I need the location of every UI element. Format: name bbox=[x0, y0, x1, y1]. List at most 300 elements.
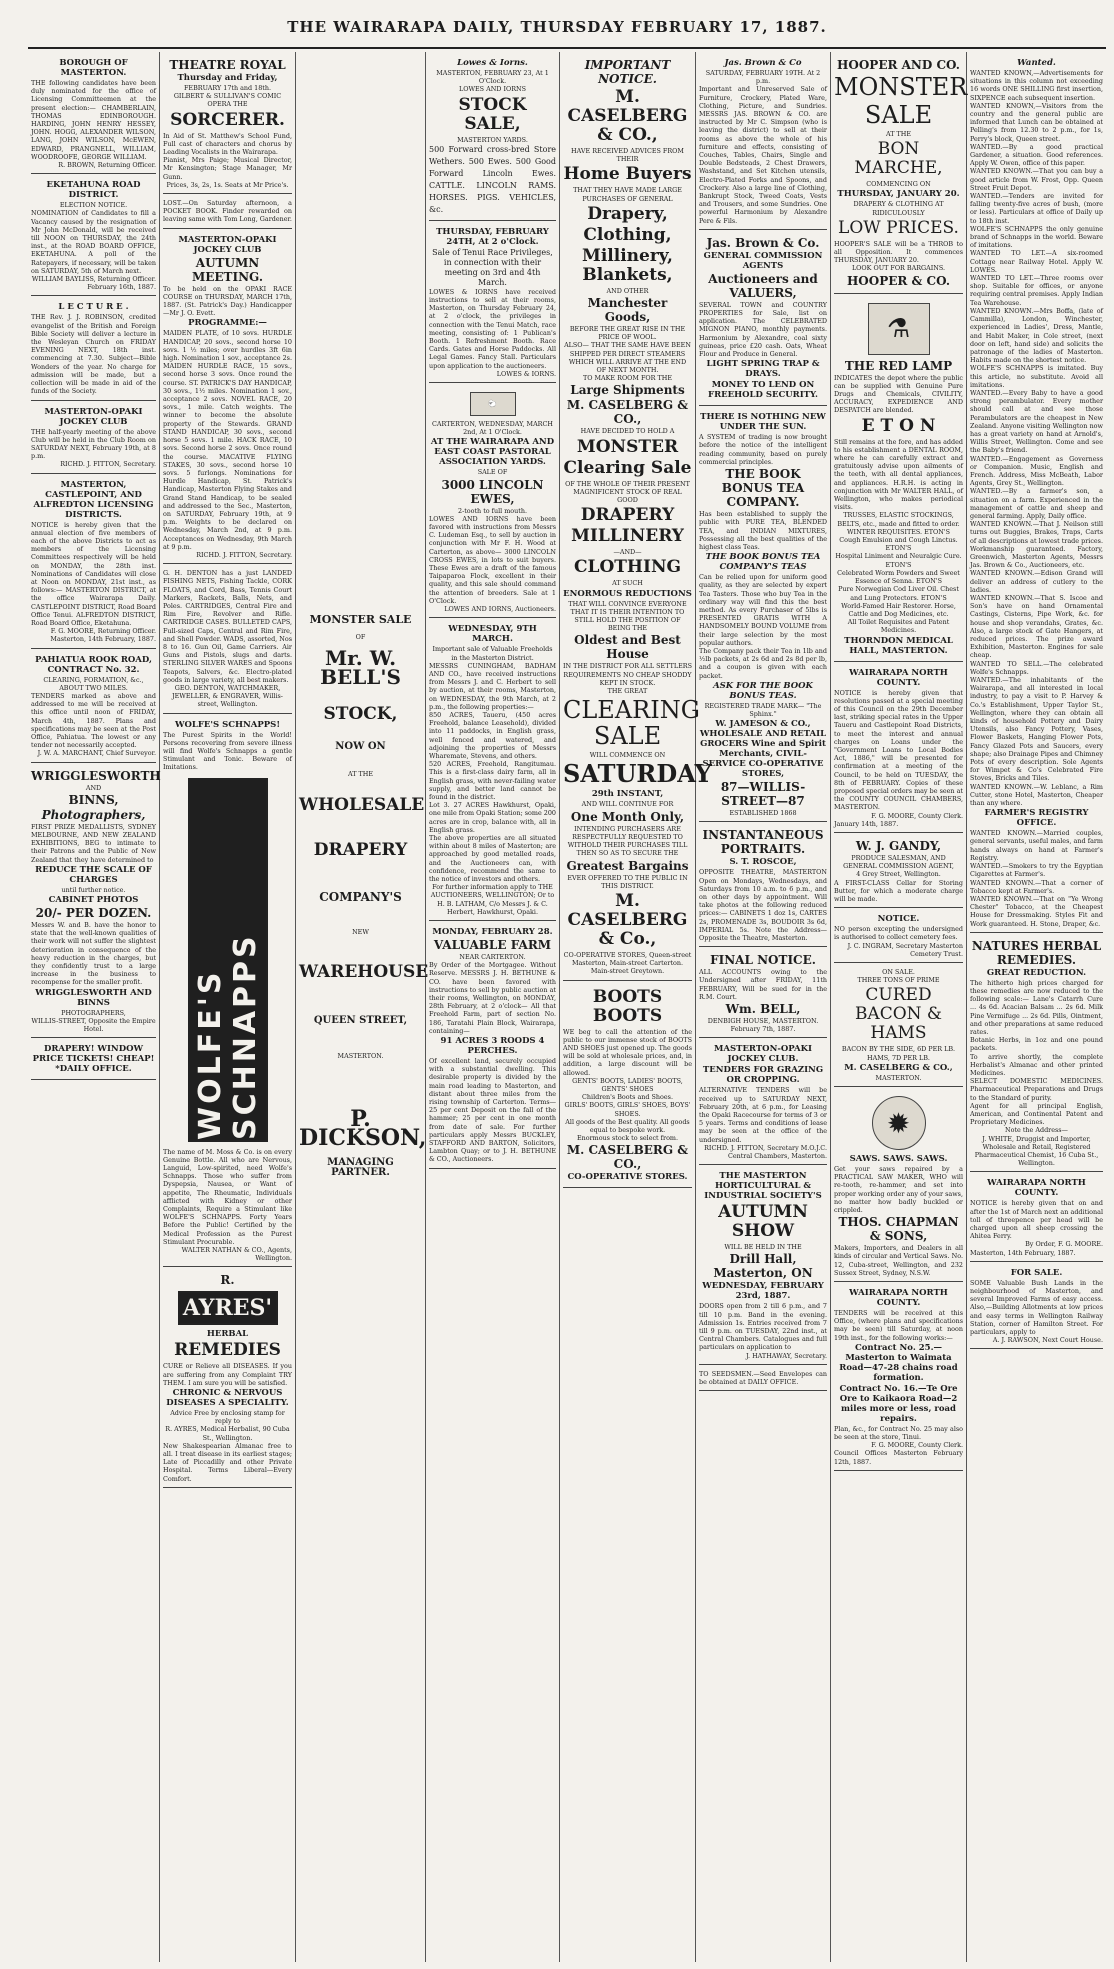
ad-text: THAT THEY HAVE MADE LARGE PURCHASES OF GENERAL bbox=[573, 186, 682, 203]
ad-grazing-tenders bbox=[699, 1040, 827, 1165]
ad-body: Makers, Importers, and Dealers in all kinds of circular and Vertical Saws. No. 12, Cuba-street, Wellington, and 232 Sussex Street, Sydney, N.S.W. bbox=[834, 1244, 963, 1277]
ad-text: AND OTHER bbox=[606, 286, 649, 295]
ad-body: INDICATES the depot where the public can be supplied with Genuine Pure Drugs and Chemicals, CIVILITY, ACCURACY, EXPEDIENCE AND DESPATCH are blended. bbox=[834, 373, 963, 415]
ad-text: OF THE WHOLE OF THEIR PRESENT MAGNIFICENT STOCK OF REAL GOOD bbox=[565, 479, 690, 505]
ad-body: The Purest Spirits in the World! Persons recovering from severe illness will find Wolfe's Schnapps a gentle Stimulant and Tonic. Beware of Imitations. bbox=[163, 730, 292, 772]
ad-text: OF bbox=[355, 633, 366, 641]
ad-text: COMMENCING ON bbox=[866, 180, 931, 189]
ad-body: The name of M. Moss & Co. is on every Genuine Bottle. All who are Nervous, Languid, Low-spirited, need Wolfe's Schnapps. Those who suffer from Dyspepsia, Nausea, or Want of appetite, The Rheumatic, Individuals afflicted with Kidney or other Complaints, Require a Stimulant like WOLFE'S SCHNAPPS. Forty Years Before the Public! Certified by the Medical Profession as the Purest Stimulant Procurable. bbox=[163, 1147, 292, 1246]
ad-text: Celebrated Worm Powders and Sweet Essence of Senna. ETON'S bbox=[837, 568, 960, 586]
ad-wanted-column bbox=[970, 54, 1103, 933]
ad-red-lamp-eton bbox=[834, 296, 963, 662]
wanted-item: WANTED KNOWN,—Visitors from the country and the general public are informed that Lunch can be obtained at Pelling's from 12.30 to 2 p.m., for 1s, Perry's block, Queen street. bbox=[970, 101, 1103, 143]
ad-title: MONSTER bbox=[576, 436, 679, 457]
ad-body: HOOPER'S SALE will be a THROB to all Opposition. It commences THURSDAY, JANUARY 20. bbox=[834, 239, 963, 265]
ad-text: Enormous stock to select from. bbox=[576, 1134, 679, 1143]
ad-bacon-hams bbox=[834, 965, 963, 1087]
ad-text: THURSDAY, JANUARY 20. bbox=[837, 189, 960, 200]
ad-title: PAHIATUA ROOK ROAD, CONTRACT No. 32. bbox=[35, 654, 152, 675]
ad-body: THE Rev. J. J. ROBINSON, credited evangelist of the British and Foreign Bible Society will deliver a lecture in the Wesleyan Church on FRIDAY EVENING NEXT, 18th inst. commencing at 7.30. Subject—Bible Wonders of the year. No charge for admission will be made, but a collection will be made in aid of the funds of the Society. bbox=[31, 313, 156, 396]
ad-title: VALUABLE FARM bbox=[433, 938, 552, 952]
ad-date: Masterton, 14th February, 1887. bbox=[970, 1248, 1076, 1257]
ad-theatre-royal bbox=[163, 54, 292, 194]
ad-title: E T O N bbox=[861, 415, 936, 436]
ad-text: ESTABLISHED 1868 bbox=[729, 809, 797, 818]
ad-body: TO SEEDSMEN.—Seed Envelopes can be obtained at DAILY OFFICE. bbox=[699, 1369, 827, 1387]
ad-body: By Order of the Mortgagee. Without Reserve. MESSRS J. H. BETHUNE & CO. have been favored with instructions to sell by public auction at their rooms, Wellington, on MONDAY, 28th February, at 2 o'clock— All that Freehold Farm, part of section No. 186, Taratahi Plain Block, Wairarapa, containing— bbox=[429, 961, 556, 1035]
ad-title: WRIGGLESWORTH AND BINNS bbox=[35, 987, 152, 1008]
ad-body: TENDERS will be received at this Office, (where plans and specifications may be seen) till Saturday, at noon 19th inst., for the following works:— bbox=[834, 1309, 963, 1342]
ad-title: STOCK, bbox=[323, 704, 398, 725]
ad-signature: F. G. MOORE, County Clerk. bbox=[871, 1441, 963, 1450]
ad-address: WILLIS-STREET, Opposite the Empire Hotel. bbox=[31, 1016, 156, 1034]
ad-signature: WILLIAM BAYLISS, Returning Officer. February 16th, 1887. bbox=[31, 275, 156, 292]
ad-gandy bbox=[834, 835, 963, 908]
ad-text: ON SALE. bbox=[882, 968, 915, 976]
ad-title: THORNDON MEDICAL HALL, MASTERTON. bbox=[844, 635, 953, 656]
ad-title: INSTANTANEOUS PORTRAITS. bbox=[702, 828, 824, 857]
ad-title: THERE IS NOTHING NEW UNDER THE SUN. bbox=[700, 412, 826, 433]
ad-highlight: CABINET PHOTOS bbox=[48, 895, 139, 906]
column-7 bbox=[831, 52, 967, 1962]
ad-lot: Lot 3. 27 ACRES Hawkhurst, Opaki, one mile from Opaki Station; some 200 acres are in crop, balance with, all in English grass. bbox=[429, 801, 556, 834]
ad-body: CURE or Relieve all DISEASES. If you are suffering from any Complaint TRY THEM. I am sure you will be satisfied. bbox=[163, 1362, 292, 1387]
ad-highlight: REDUCE THE SCALE OF CHARGES bbox=[35, 864, 152, 885]
ad-highlight: CHRONIC & NERVOUS DISEASES A SPECIALITY. bbox=[166, 1388, 289, 1409]
mortar-pestle-icon: ⚗ bbox=[886, 313, 911, 344]
ad-boots bbox=[563, 983, 692, 1189]
ad-title: THOS. CHAPMAN & SONS, bbox=[838, 1215, 959, 1244]
ad-title: W. JAMESON & CO., WHOLESALE AND RETAIL GROCERS Wine and Spirit Merchants, CIVIL-SERVICE CO-OPERATIVE STORES, bbox=[699, 719, 827, 780]
ad-text: INTENDING PURCHASERS ARE RESPECTFULLY REQUESTED TO WITHOLD THEIR PURCHASES TILL THEN SO AS TO SECURE THE bbox=[567, 824, 688, 858]
sheep-icon: 🐑 bbox=[488, 400, 497, 409]
wanted-item: WANTED KNOWN.—That on "Ye Wrong Chester" Tobacco, at the Cheapest House for Dressmaking. Styles Fit and Work guaranteed. H. Stone, Draper, &c. bbox=[970, 894, 1103, 928]
ad-title: SATURDAY bbox=[563, 759, 712, 789]
ad-body: Important and Unreserved Sale of Furniture, Crockery, Plated Ware, Clothing, Picture, and Sundries. MESSRS JAS. BROWN & CO. are instructed by Mr C. Simpson (who is leaving the district) to sell at their rooms as above the whole of his furniture and effects, consisting of Couches, Tables, Chairs, Single and Double Bedsteads, 2 Chest Drawers, Washstand, and Set Kitchen utensils, Electro-Plated Forks and Spoons, and Crockery. Also a large line of Clothing, Bankrupt Stock, Tweed Coats, Vests and Trousers, and some Sundries. One powerful Harmonium by Alexandre Pere & Fils. bbox=[699, 85, 827, 225]
ad-subtitle: TENDERS FOR GRAZING OR CROPPING. bbox=[702, 1065, 824, 1086]
ad-title: MONSTER bbox=[834, 73, 968, 101]
ad-text: WINTER REQUISITES. ETON'S bbox=[846, 527, 951, 536]
ad-text: Note the Address— bbox=[1005, 1126, 1068, 1135]
ad-signature: J. HATHAWAY, Secretary. bbox=[745, 1351, 827, 1360]
ad-highlight: Contract No. 16.—Te Ore Ore to Kaikaora Road—2 miles more or less, road repairs. bbox=[839, 1383, 958, 1424]
ad-autumn-meeting bbox=[163, 231, 292, 565]
ad-text: Children's Boots and Shoes. bbox=[582, 1093, 673, 1102]
ad-text: THE GREAT bbox=[607, 687, 648, 696]
ad-title: REMEDIES bbox=[174, 1340, 281, 1361]
ad-title: DRAPERY bbox=[313, 840, 408, 861]
ad-pahiatua-contract bbox=[31, 651, 156, 763]
ad-title: Photographers, bbox=[41, 807, 146, 822]
ad-subtitle: AT THE WAIRARAPA AND EAST COAST PASTORAL ASSOCIATION YARDS. bbox=[430, 437, 555, 468]
ad-title: IMPORTANT NOTICE. bbox=[584, 58, 671, 86]
ad-header: Lowes & Iorns. bbox=[457, 58, 528, 68]
ad-text: MONEY TO LEND ON FREEHOLD SECURITY. bbox=[708, 380, 818, 401]
wanted-item: WANTED.—Engagement as Governess or Companion. Music, English and French. Address, Miss McBeath, Labor Agents, Grey St., Wellington. bbox=[970, 454, 1103, 488]
ad-text: THREE TONS OF PRIME bbox=[857, 976, 940, 985]
ad-title: STOCK SALE, bbox=[458, 94, 527, 134]
masthead-rule bbox=[28, 47, 1106, 49]
ad-text: NEAR CARTERTON. bbox=[459, 953, 526, 961]
ad-title: FOR SALE. bbox=[1010, 1267, 1063, 1278]
ad-date: February 7th, 1887. bbox=[730, 1025, 796, 1034]
ad-title: LOW PRICES. bbox=[838, 217, 959, 238]
ad-title: THEATRE ROYAL bbox=[169, 58, 286, 72]
ad-text: FEBRUARY 17th and 18th. bbox=[183, 84, 272, 92]
ad-signature: LOWES AND IORNS, Auctioneers. bbox=[444, 605, 556, 614]
ad-title: Clothing, bbox=[583, 224, 672, 245]
ad-text: WILL COMMENCE ON bbox=[589, 751, 666, 760]
ad-body: NOTICE is hereby given that resolutions passed at a special meeting of this Council on the 29th December last, striking special rates in the Upper Taueru and Castlepoint Road Districts, to meet the interest and annual charges on Loans under the "Government Loans to Local Bodies Act, 1886," will be presented for confirmation at a meeting of the Council, to be held on TUESDAY, the 8th of FEBRUARY. Copies of these proposed special orders may be seen at the COUNTY COUNCIL CHAMBERS, MASTERTON. bbox=[834, 688, 963, 812]
ad-subtitle: FARMER'S REGISTRY OFFICE. bbox=[984, 808, 1089, 829]
ad-mark: R. bbox=[220, 1273, 235, 1288]
ad-subtitle: GREAT REDUCTION. bbox=[986, 967, 1087, 978]
ad-title: 87—WILLIS-STREET—87 bbox=[720, 780, 806, 809]
ad-address: CO-OPERATIVE STORES, Queen-street Masterton, Main-street Carterton. Main-street Greytown. bbox=[563, 950, 692, 976]
ad-signature: LOWES & IORNS. bbox=[496, 369, 556, 378]
ad-title: Mr. W. BELL'S bbox=[320, 646, 401, 690]
ad-body: To be held on the OPAKI RACE COURSE on THURSDAY, MARCH 17th, 1887. (St. Patrick's Day.) Handicapper—Mr J. O. Evett. bbox=[163, 284, 292, 318]
ad-title: Manchester Goods, bbox=[587, 296, 668, 325]
ad-title: THE RED LAMP bbox=[844, 358, 953, 373]
ad-title: CLEARING SALE bbox=[563, 696, 700, 751]
mortar-illustration bbox=[868, 303, 930, 355]
ad-text: until further notice. bbox=[61, 885, 126, 894]
ad-text: HAVE DECIDED TO HOLD A bbox=[580, 427, 675, 436]
ad-title: CURED BACON & HAMS bbox=[854, 985, 943, 1044]
ad-text: SALE OF bbox=[477, 468, 508, 477]
column-5 bbox=[560, 52, 712, 1962]
ad-body: NOTICE is hereby given that on and after the 1st of March next an additional toll of threepence per head will be charged upon all sheep crossing the Ahitea Ferry. bbox=[970, 1199, 1103, 1241]
ad-title: MASTERTON-OPAKI JOCKEY CLUB bbox=[178, 234, 277, 255]
ad-brown-agents bbox=[699, 232, 827, 406]
ad-body: Messrs W. and B. have the honor to state that the well-known qualities of their work will not suffer the slightest deterioration in consequence of the heavy reduction in the charges, but they confidently trust to a large increase in the business to recompense for the smaller profit. bbox=[31, 921, 156, 987]
ad-text: HAVE RECEIVED ADVICES FROM THEIR bbox=[571, 147, 684, 164]
schnapps-bottle-illustration bbox=[188, 778, 268, 1142]
ad-text: ALSO— THAT THE SAME HAVE BEEN SHIPPED PER DIRECT STEAMERS WHICH WILL ARRIVE AT THE END OF NEXT MONTH. bbox=[564, 341, 691, 375]
ad-autumn-show bbox=[699, 1167, 827, 1365]
ad-highlight: ENORMOUS REDUCTIONS bbox=[563, 588, 692, 599]
ad-text: LOWES AND IORNS bbox=[458, 85, 527, 94]
ad-title: M. CASELBERG & CO., bbox=[844, 1062, 953, 1073]
ad-lincoln-ewes bbox=[429, 385, 556, 618]
ad-highlight: 91 ACRES 3 ROODS 4 PERCHES. bbox=[440, 1036, 545, 1057]
ad-body: The hitherto high prices charged for these remedies are now reduced to the following scale:— Lane's Catarrh Cure ... 4s 6d. Acacian Balsam ... 2s 6d. Milk Pine Vermifuge ... 2s 6d. Pills, Ointment, and other preparations at same reduced rates. bbox=[970, 978, 1103, 1036]
ad-body: MESSRS CUNINGHAM, BADHAM AND CO., have received instructions from Messrs J. and C. Herbert to sell by auction, at their rooms, Masterton, on WEDNESDAY, the 9th March, at 2 p.m., the following properties:— bbox=[429, 661, 556, 711]
ad-body: Plan, &c., for Contract No. 25 may also be seen at the store, Tinui. bbox=[834, 1424, 963, 1442]
ad-title: THURSDAY, FEBRUARY 24TH, At 2 o'Clock. bbox=[436, 226, 549, 247]
ad-title: W. J. GANDY, bbox=[855, 838, 942, 853]
ad-date: January 14th, 1887. bbox=[834, 819, 899, 828]
ad-text: SATURDAY, FEBRUARY 19TH. At 2 p.m. bbox=[705, 69, 821, 86]
ad-title: CLOTHING bbox=[573, 557, 681, 578]
ad-body: LOST.—On Saturday afternoon, a POCKET BOOK. Finder rewarded on leaving same with Tom Long, Gardener. bbox=[163, 199, 292, 224]
column-3 bbox=[296, 52, 429, 1962]
ad-wolfes-schnapps bbox=[163, 716, 292, 1268]
ad-body: NO person excepting the undersigned is authorised to collect cemetery fees. bbox=[834, 925, 963, 942]
ad-header: Jas. Brown & Co bbox=[724, 58, 802, 68]
ad-address: DENBIGH HOUSE, MASTERTON. bbox=[707, 1017, 819, 1025]
ad-final-notice bbox=[699, 949, 827, 1038]
ad-signature: By Order, F. G. MOORE. bbox=[1025, 1240, 1103, 1249]
ad-title: M. CASELBERG & CO., bbox=[566, 1143, 689, 1172]
ad-title: Large Shipments bbox=[570, 383, 685, 398]
wanted-item: WANTED.—The inhabitants of the Wairarapa, and all interested in local industry, to pay a visit to P. Harvey & Co.'s Establishment, Upper Taylor St., Wellington, where they can obtain all kinds of household Pottery and Dairy Utensils, also Fancy Pottery, Vases, Flower Baskets, Hanging Flower Pots, Fancy Glazed Pots and Saucers, every shape; also Drainage Pipes and Chimney Pots of every description. Sole Agents for Wimpet & Co's Celebrated Fire Stoves, Bricks and Tiles. bbox=[970, 676, 1103, 783]
ad-title: WOLFE'S SCHNAPPS! bbox=[174, 719, 281, 730]
ad-title: THE BOOK BONUS TEA COMPANY. bbox=[721, 467, 805, 510]
ad-title: WAREHOUSE bbox=[299, 961, 429, 982]
ad-body: In Aid of St. Matthew's School Fund, Full cast of characters and chorus by Leading Vocalists in the Wairarapa. bbox=[163, 131, 292, 157]
wanted-item: WANTED.—Smokers to try the Egyptian Cigarettes at Farmer's. bbox=[970, 862, 1103, 879]
ad-text: CARTERTON, WEDNESDAY, MARCH 2nd, At 1 O'Clock. bbox=[432, 420, 553, 437]
ad-herbal-remedies bbox=[970, 935, 1103, 1173]
ad-ayres-remedies bbox=[163, 1269, 292, 1487]
ad-body: ALL ACCOUNTS owing to the Undersigned after FRIDAY, 11th FEBRUARY, Will be sued for in the R.M. Court. bbox=[699, 968, 827, 1001]
ad-text: GILBERT & SULLIVAN'S COMIC OPERA THE bbox=[173, 92, 282, 109]
ad-county-rates bbox=[834, 664, 963, 833]
ad-body: LOWES AND IORNS have been favored with instructions from Messrs C. Ludeman Esq., to sell by auction in conjunction with Mr F. H. Wood at Carterton, as above— 3000 LINCOLN CROSS EWES, in lots to suit buyers. These Ewes are a draft of the famous Taipaparoa Flock, excellent in their quality, and this sale should command the attention of breeders. Sale at 1 O'Clock. bbox=[429, 514, 556, 605]
ad-ferry-toll bbox=[970, 1174, 1103, 1261]
ad-title: Greatest Bargains bbox=[566, 858, 689, 873]
ad-title: MASTERTON, CASTLEPOINT, AND ALFREDTON LICENSING DISTRICTS. bbox=[33, 479, 154, 520]
ad-cemetery-notice bbox=[834, 910, 963, 963]
wanted-item: WANTED KNOWN.—Married couples, general servants, useful males, and farm hands always on hand at Farmer's Registry. bbox=[970, 829, 1103, 862]
ad-text: AT SUCH bbox=[612, 579, 643, 588]
ad-text: MANAGING PARTNER. bbox=[327, 1156, 394, 1178]
wanted-item: WANTED KNOWN.—That you can buy a good article from W. Frost, Opp. Queen Street Fruit Depot. bbox=[970, 167, 1103, 192]
ad-text: 2-tooth to full mouth. bbox=[458, 506, 527, 515]
ad-signature: J. WHITE, Druggist and Importer, Wholesale and Retail, Registered Pharmaceutical Chemist, 16 Cuba St., Wellington. bbox=[974, 1134, 1099, 1168]
column-6 bbox=[696, 52, 831, 1962]
ad-title: MILLINERY bbox=[571, 526, 684, 547]
ad-text: AT THE bbox=[347, 770, 374, 779]
ad-address: MASTERTON. bbox=[875, 1073, 922, 1082]
ad-signature: RICHD. J. FITTON, Secretary M.O.J.C. Central Chambers, Masterton. bbox=[704, 1143, 827, 1161]
wanted-item: WANTED KNOWN.—Mrs Boffa, (late of Cammilla), London, Winchester, experienced in Ladies', Dress, Mantle, and Habit Maker, in Cole street, (next door on left, hand side) and solicits the patronage of the ladies of Masterton. Habits made on the shortest notice. bbox=[970, 306, 1103, 365]
ad-text: LIGHT SPRING TRAP & DRAYS. bbox=[706, 359, 820, 380]
ad-title: COMPANY'S bbox=[319, 890, 402, 905]
ad-body: The above properties are all situated within about 8 miles of Masterton; are approached by good metalled roads, and the Auctioneers can, with confidence, recommend the same to the notice of investors and others. bbox=[429, 833, 556, 883]
ad-title: WAIRARAPA NORTH COUNTY. bbox=[987, 1178, 1086, 1199]
ad-body: LOWES & IORNS have received instructions to sell at their rooms, Masterton, on Thursday February 24, at 2 o'clock, the privileges in connection with the Tenui Match, race meeting, consisting of: 1 Publican's Booth. 1 Refreshment Booth. Race Cards. Gates and Horse Paddocks. All Legal Games. Fancy Stall. Particulars upon application to the auctioneers. bbox=[429, 287, 556, 370]
ad-title: HOOPER AND CO. bbox=[837, 58, 960, 72]
ad-bells-stock bbox=[299, 54, 429, 1178]
ad-text: AND WILL CONTINUE FOR bbox=[581, 800, 674, 809]
columns bbox=[28, 52, 1106, 1962]
ad-text: EVER OFFERED TO THE PUBLIC IN THIS DISTRICT. bbox=[567, 873, 688, 890]
ad-title: AUTUMN SHOW bbox=[718, 1202, 808, 1242]
wanted-item: WANTED.—Every Baby to have a good strong perambulator. Every mother should call at and see those Perambulators are the cheapest in New Zealand. Anyone visiting Wellington now has a great variety on hand at Arnold's, Willis Street, Wellington. Come and see the Baby's friend. bbox=[970, 388, 1103, 455]
ad-text: TRUSSES, ELASTIC STOCKINGS, BELTS, etc., made and fitted to order. bbox=[837, 511, 960, 528]
wanted-item: WANTED KNOWN.—Edison Grand will deliver an address of cutlery to the ladies. bbox=[970, 569, 1103, 594]
ad-text: MASTERTON YARDS. bbox=[457, 135, 528, 144]
ad-text: Prices, 3s, 2s, 1s. Seats at Mr Price's. bbox=[166, 180, 289, 189]
ad-tenui-privileges bbox=[429, 223, 556, 383]
sheep-illustration bbox=[470, 392, 516, 416]
ad-wrigglesworth bbox=[31, 765, 161, 1039]
ad-body: MAIDEN PLATE, of 10 sovs. HURDLE HANDICAP, 20 sovs., second horse 10 sovs. 1 ½ miles; over hurdles 3ft 6in high. Nomination 1 sov., acceptance 2s. MAIDEN HURDLE RACE, 15 sovs., second horse 3 sovs. Once round the course. ST. PATRICK'S DAY HANDICAP, 30 sovs., 1½ miles. Nomination 1 sov., acceptance 2 sovs. NOVEL RACE, 20 sovs., 1 mile. Catch weights. The winner to become the absolute property of the Stewards. GRAND STAND HANDICAP, 30 sovs., second horse 5 sovs. 1 mile. HACK RACE, 10 sovs. Second horse 2 sovs. Once round the course. MACATIVE FLYING STAKES, 30 sovs., second horse 10 sovs. 5 furlongs. Nominations for Hurdle Handicap, St. Patrick's Handicap, Masterton Flying Stakes and Grand Stand Handicap, to be sealed and addressed to the Sec., Masterton, on SATURDAY, February 19th, at 9 p.m. Weights to be declared on Wednesday, March 2nd, at 9 p.m. Acceptances on Wednesday, 9th March at 9 p.m. bbox=[163, 329, 292, 551]
ad-bush-lands bbox=[970, 1264, 1103, 1350]
ad-body: A FIRST-CLASS Cellar for Storing Butter, for which a moderate charge will be made. bbox=[834, 878, 963, 903]
ad-text: MASTERTON, FEBRUARY 23, At 1 O'Clock. bbox=[436, 69, 549, 86]
ad-highlight: ASK FOR THE BOOK BONUS TEAS. bbox=[713, 680, 813, 701]
wanted-item: WANTED TO LET.—Three rooms over shop. Suitable for offices, or anyone requiring central premises. Apply Indian Tea Warehouse. bbox=[970, 274, 1103, 307]
ad-body: SELECT DOMESTIC MEDICINES. Pharmaceutical Preparations and Drugs to the Standard of purity. bbox=[970, 1077, 1103, 1102]
ad-body: NOMINATION of Candidates to fill a Vacancy caused by the resignation of Mr John McDonald, will be received till NOON on THURSDAY, the 24th inst., at the ROAD BOARD OFFICE, EKETAHUNA. A poll of the Ratepayers, if necessary, will be taken on SATURDAY, 5th of March next. bbox=[31, 209, 156, 275]
ad-title: SAWS. SAWS. SAWS. bbox=[849, 1154, 948, 1165]
ad-title: AUTUMN MEETING. bbox=[191, 255, 264, 284]
ad-address: 4 Grey Street, Wellington. bbox=[856, 870, 941, 879]
ad-title: 3000 LINCOLN EWES, bbox=[441, 477, 544, 506]
ad-subtitle: PROGRAMME:— bbox=[188, 318, 267, 329]
ad-body: G. H. DENTON has a just LANDED FISHING NETS, Fishing Tackle, CORK FLOATS, and Cord, Bass, Tennis Court Markers, Rackets, Balls, Nets, and Poles. CARTRIDGES, Central Fire and Rim Fire, Revolver and Rifle. CARTRIDGE CASES. BULLETED CAPS, Full-sized Caps, Central and Rim Fire, and Shell Powder. WADS, assorted, Nos 8 to 16. Gun Oil, Game Carriers. Air Guns and Pistols, slugs and darts. STERLING SILVER WARES and Spoons Teapots, Salvers, &c. Electro-plated goods in large variety, all best makers. bbox=[163, 569, 292, 684]
ad-subtitle: GENERAL COMMISSION AGENTS bbox=[703, 250, 823, 271]
ad-title: DRAPERY bbox=[580, 505, 675, 526]
ad-chapman-saws bbox=[834, 1089, 963, 1282]
ad-denton bbox=[163, 566, 292, 713]
ad-title: Auctioneers and VALUERS, bbox=[708, 271, 818, 300]
ad-body: SOME Valuable Bush Lands in the neighbourhood of Masterton, and several Improved Farms of easy access. Also,—Building Allotments at low prices and easy terms in Wellington Railway Station, corner of Hamilton Street. For particulars, apply to bbox=[970, 1278, 1103, 1337]
wanted-item: WANTED KNOWN.—That a corner of Tobacco kept at Farmer's. bbox=[970, 878, 1103, 895]
wanted-item: WANTED KNOWN.—That J. Neilson still turns out Buggies, Brakes, Traps, Carts of all descriptions at lowest trade prices. Workmanship guaranteed. Factory, Greenwich, Masterton Agents, Messrs Jas. Brown & Co., Auctioneers, etc. bbox=[970, 520, 1103, 570]
ad-text: World-Famed Hair Restorer. Horse, Cattle and Dog Medicines, etc. bbox=[841, 601, 956, 618]
ad-signature: J. W. A. MARCHANT, Chief Surveyor. bbox=[37, 749, 156, 758]
wanted-item: WOLFE'S SCHNAPPS the only genuine brand of Schnapps in the world. Beware of imitations. bbox=[970, 224, 1103, 250]
ad-text: BEFORE THE GREAT RISE IN THE PRICE OF WOOL. bbox=[569, 325, 686, 342]
ad-title: MASTERTON-OPAKI JOCKEY CLUB. bbox=[713, 1044, 813, 1065]
ayres-banner: AYRES' bbox=[178, 1291, 278, 1325]
ad-title: NOTICE. bbox=[877, 914, 920, 925]
ad-body: Botanic Herbs, in 1oz and one pound packets. bbox=[970, 1036, 1103, 1053]
ad-text: Advice Free by enclosing stamp for reply to bbox=[170, 1409, 285, 1426]
column-4 bbox=[426, 52, 560, 1962]
ad-title: S. T. ROSCOE, bbox=[729, 857, 797, 868]
ad-title: Drill Hall, Masterton, ON bbox=[713, 1252, 813, 1281]
ad-title: One Month Only, bbox=[570, 809, 685, 824]
ad-body: OPPOSITE THEATRE, MASTERTON Open on Mondays, Wednesdays, and Saturdays from 10 a.m. to 6 p.m., and on other days by appointment. Will take photos at the following reduced prices:— CABINETS 1 doz 1s, CARTES 2s, PROMENADE 3s, BOUDOIR 3s 6d, IMPERIAL 5s. Note the Address—Opposite the Theatre, Masterton. bbox=[699, 868, 827, 942]
ad-body: New Shakespearian Almanac free to all. I treat disease in its earliest stages; Late of Piccadilly and other Private Hospital. Terms Liberal—Every Comfort. bbox=[163, 1441, 292, 1483]
ad-title: HOOPER & CO. bbox=[846, 273, 951, 288]
ad-title: BOROUGH OF MASTERTON. bbox=[59, 58, 128, 78]
ad-text: CO-OPERATIVE STORES. bbox=[567, 1172, 688, 1183]
ad-title: BINNS, bbox=[68, 792, 119, 807]
ad-title: L E C T U R E . bbox=[58, 302, 129, 313]
ad-caselberg bbox=[563, 54, 712, 981]
ad-text: —AND— bbox=[613, 548, 642, 557]
saw-blade-illustration bbox=[872, 1096, 926, 1150]
ad-lot: 850 ACRES, Taueru, (450 acres Freehold, balance Leasehold), divided into 11 paddocks, in English grass, well fenced and watered, and adjoining the properties of Messrs Wharemate, Stevens, and others. bbox=[429, 710, 556, 760]
ad-text: All goods of the Best quality. All goods equal to bespoke work. bbox=[565, 1117, 690, 1134]
ad-text: DRAPERY & CLOTHING AT RIDICULOUSLY bbox=[853, 200, 944, 217]
ad-title: Home Buyers bbox=[563, 164, 692, 185]
ad-title: M. CASELBERG & Co., bbox=[567, 890, 688, 949]
ad-title: Oldest and Best House bbox=[574, 633, 681, 662]
ad-title: Drapery, bbox=[587, 203, 668, 224]
ad-body: WE beg to call the attention of the public to our immense stock of BOOTS AND SHOES just opened up. The goods will be sold at wholesale prices, and, in addition, a large discount will be allowed. bbox=[563, 1027, 692, 1077]
ad-county-tenders bbox=[834, 1284, 963, 1471]
ad-title: MONSTER SALE bbox=[309, 613, 412, 626]
ad-body: SEVERAL TOWN and COUNTRY PROPERTIES for Sale, list on application. The CELEBRATED MIGNON PIANO, monthly payments. Harmonium by Alexandre, coal sixty guineas, price £20 cash. Oats, Wheat Flour and Produce in General. bbox=[699, 300, 827, 359]
ad-title: NATURES HERBAL REMEDIES. bbox=[971, 938, 1102, 967]
saw-blade-icon: ✹ bbox=[886, 1106, 911, 1140]
ad-body: NOTICE is hereby given that the annual election of five members of each of the above Districts to act as members of the Licensing Committees respectively will be held on MONDAY, the 28th inst. Nominations of Candidates will close at Noon on MONDAY, 21st inst., as follows:— MASTERTON DISTRICT, at the office Wairarapa Daily. CASTLEPOINT DISTRICT, Road Board Office Tenui. ALFREDTON DISTRICT, Road Board Office, Eketahuna. bbox=[31, 520, 156, 627]
ad-text: BACON BY THE SIDE, 6D PER LB. HAMS, 7D PER LB. bbox=[841, 1045, 956, 1062]
ad-text: MASTERTON. bbox=[337, 1051, 384, 1060]
bottle-label: WOLFE'S SCHNAPPS bbox=[192, 932, 263, 1140]
ad-text: TO MAKE ROOM FOR THE bbox=[582, 374, 673, 383]
ad-lost bbox=[163, 196, 292, 229]
ad-header: Wanted. bbox=[1017, 58, 1056, 68]
ad-licensing bbox=[31, 476, 156, 649]
ad-subtitle: Thursday and Friday, bbox=[177, 73, 278, 83]
ad-title: MASTERTON-OPAKI JOCKEY CLUB bbox=[44, 406, 143, 427]
ad-eketahuna-election bbox=[31, 176, 156, 296]
ad-text: Hospital Liniment and Neuralgic Cure. ETON'S bbox=[835, 552, 962, 569]
ad-body: Still remains at the fore, and has added to his establishment a DENTAL ROOM, where he can carefully extract and gratuitously advise upon ailments of the teeth, with all dental appliances, and appliances. H.R.H. is acting in conjunction with Mr WALTER HALL, of Wellington, who makes periodical visits. bbox=[834, 437, 963, 512]
ad-signature: R. AYRES, Medical Herbalist, 90 Cuba St., Wellington. bbox=[165, 1425, 290, 1442]
ad-signature: WALTER NATHAN & CO., Agents, Wellington. bbox=[181, 1246, 292, 1263]
ad-signature: GEO. DENTON, WATCHMAKER, JEWELLER, & ENGRAVER, Willis-street, Wellington. bbox=[172, 683, 283, 709]
ad-title: Jas. Brown & Co. bbox=[706, 235, 820, 250]
ad-text: PHOTOGRAPHERS, bbox=[61, 1008, 126, 1017]
ad-text: Pure Norwegian Cod Liver Oil. Chest and Lung Protectors. ETON'S bbox=[838, 585, 959, 602]
ad-title: THE BOOK BONUS TEA COMPANY'S TEAS bbox=[705, 552, 821, 573]
ad-text: WILL BE HELD IN THE bbox=[724, 1243, 802, 1252]
ad-title: M. CASELBERG & CO., bbox=[566, 398, 689, 427]
ad-body: THE half-yearly meeting of the above Club will be held in the Club Room on SATURDAY NEXT, February 19th, at 8 p.m. bbox=[31, 427, 156, 461]
ad-lecture bbox=[31, 298, 156, 400]
ad-signature: R. BROWN, Returning Officer. bbox=[58, 161, 156, 170]
ad-title: P. DICKSON, bbox=[299, 1105, 427, 1151]
ad-body: Agent for all principal English, American, and Continental Patent and Proprietary Medicines. bbox=[970, 1101, 1103, 1127]
ad-text: GIRLS' BOOTS, GIRLS' SHOES, BOYS' SHOES. bbox=[564, 1101, 691, 1118]
ad-lowes-stock-sale bbox=[429, 54, 556, 221]
ad-body: FIRST PRIZE MEDALLISTS, SYDNEY MELBOURNE, AND NEW ZEALAND EXHIBITIONS, BEG to intimate to their Patrons and the Public of New Zealand that they have determined to bbox=[31, 822, 156, 864]
ad-title: WHOLESALE bbox=[299, 795, 425, 816]
column-8 bbox=[967, 52, 1106, 1962]
wanted-item: WANTED KNOWN.—That S. Iscoe and Son's have on hand Ornamental Castings, Cisterns, Pipe Work, &c. for house and shop verandahs, Grates, &c. Also, a large stock of Gate Hangers, at reduced prices. The prize award Exhibition, Masterton. Engines for sale cheap. bbox=[970, 594, 1103, 660]
ad-highlight: Contract No. 25.—Masterton to Waimata Road—47-28 chains road formation. bbox=[839, 1342, 958, 1383]
ad-title: BON MARCHE, bbox=[854, 139, 943, 179]
ad-title: M. CASELBERG & CO., bbox=[567, 87, 688, 145]
ad-text: REGISTERED TRADE MARK— "The Sphinx." bbox=[704, 701, 822, 718]
wanted-item: WANTED TO LET.—A six-roomed Cottage near Railway Hotel. Apply W. LOWES. bbox=[970, 249, 1103, 274]
ad-title: Clearing Sale bbox=[563, 457, 692, 478]
wanted-item: WOLFE'S SCHNAPPS is imitated. Buy this article, no substitute. Avoid all imitations. bbox=[970, 364, 1103, 389]
ad-title: WEDNESDAY, FEBRUARY 23rd, 1887. bbox=[702, 1281, 824, 1302]
ad-text: Cough Emulsion and Cough Linctus. ETON'S bbox=[839, 536, 958, 553]
wanted-item: WANTED KNOWN.—W. Leblanc, a Rim Cutter, stone Hotel, Masterton, Cheaper than any where. bbox=[970, 782, 1103, 808]
ad-body: To arrive shortly, the complete Herbalist's Almanac and other printed Medicines. bbox=[970, 1052, 1103, 1077]
ad-text: NOW ON bbox=[335, 741, 386, 753]
ad-text: Important sale of Valuable Freeholds in the Masterton District. bbox=[432, 645, 553, 662]
ad-title: Wm. BELL, bbox=[725, 1002, 801, 1016]
ad-text: Sale of Tenui Race Privileges, in connection with their meeting on 3rd and 4th March. bbox=[432, 247, 553, 287]
ad-signature: A. J. RAWSON, Next Court House. bbox=[992, 1336, 1103, 1345]
ad-text: IN THE DISTRICT FOR ALL SETTLERS REQUIREMENTS NO CHEAP SHODDY KEPT IN STOCK. bbox=[563, 662, 692, 687]
ad-title: SALE bbox=[864, 101, 933, 129]
column-2 bbox=[160, 52, 296, 1962]
ad-jockey-club bbox=[31, 403, 156, 474]
ad-hooper-sale bbox=[834, 54, 968, 294]
ad-roscoe-portraits bbox=[699, 824, 827, 947]
wanted-item: WANTED KNOWN,—Advertisements for situations in this column not exceeding 16 words ONE SHILLING first insertion, SIXPENCE each subsequent insertion. bbox=[970, 69, 1103, 102]
ad-body: 500 Forward cross-bred Store Wethers. 500 Ewes. 500 Good Forward Lincoln Ewes. CATTLE. LINCOLN RAMS. HORSES. PIGS. VEHICLES, &c. bbox=[429, 144, 556, 214]
ad-title: WEDNESDAY, 9TH MARCH. bbox=[448, 624, 537, 645]
column-1 bbox=[28, 52, 160, 1962]
ad-seedsmen bbox=[699, 1367, 827, 1391]
ad-text: AT THE bbox=[885, 130, 912, 138]
